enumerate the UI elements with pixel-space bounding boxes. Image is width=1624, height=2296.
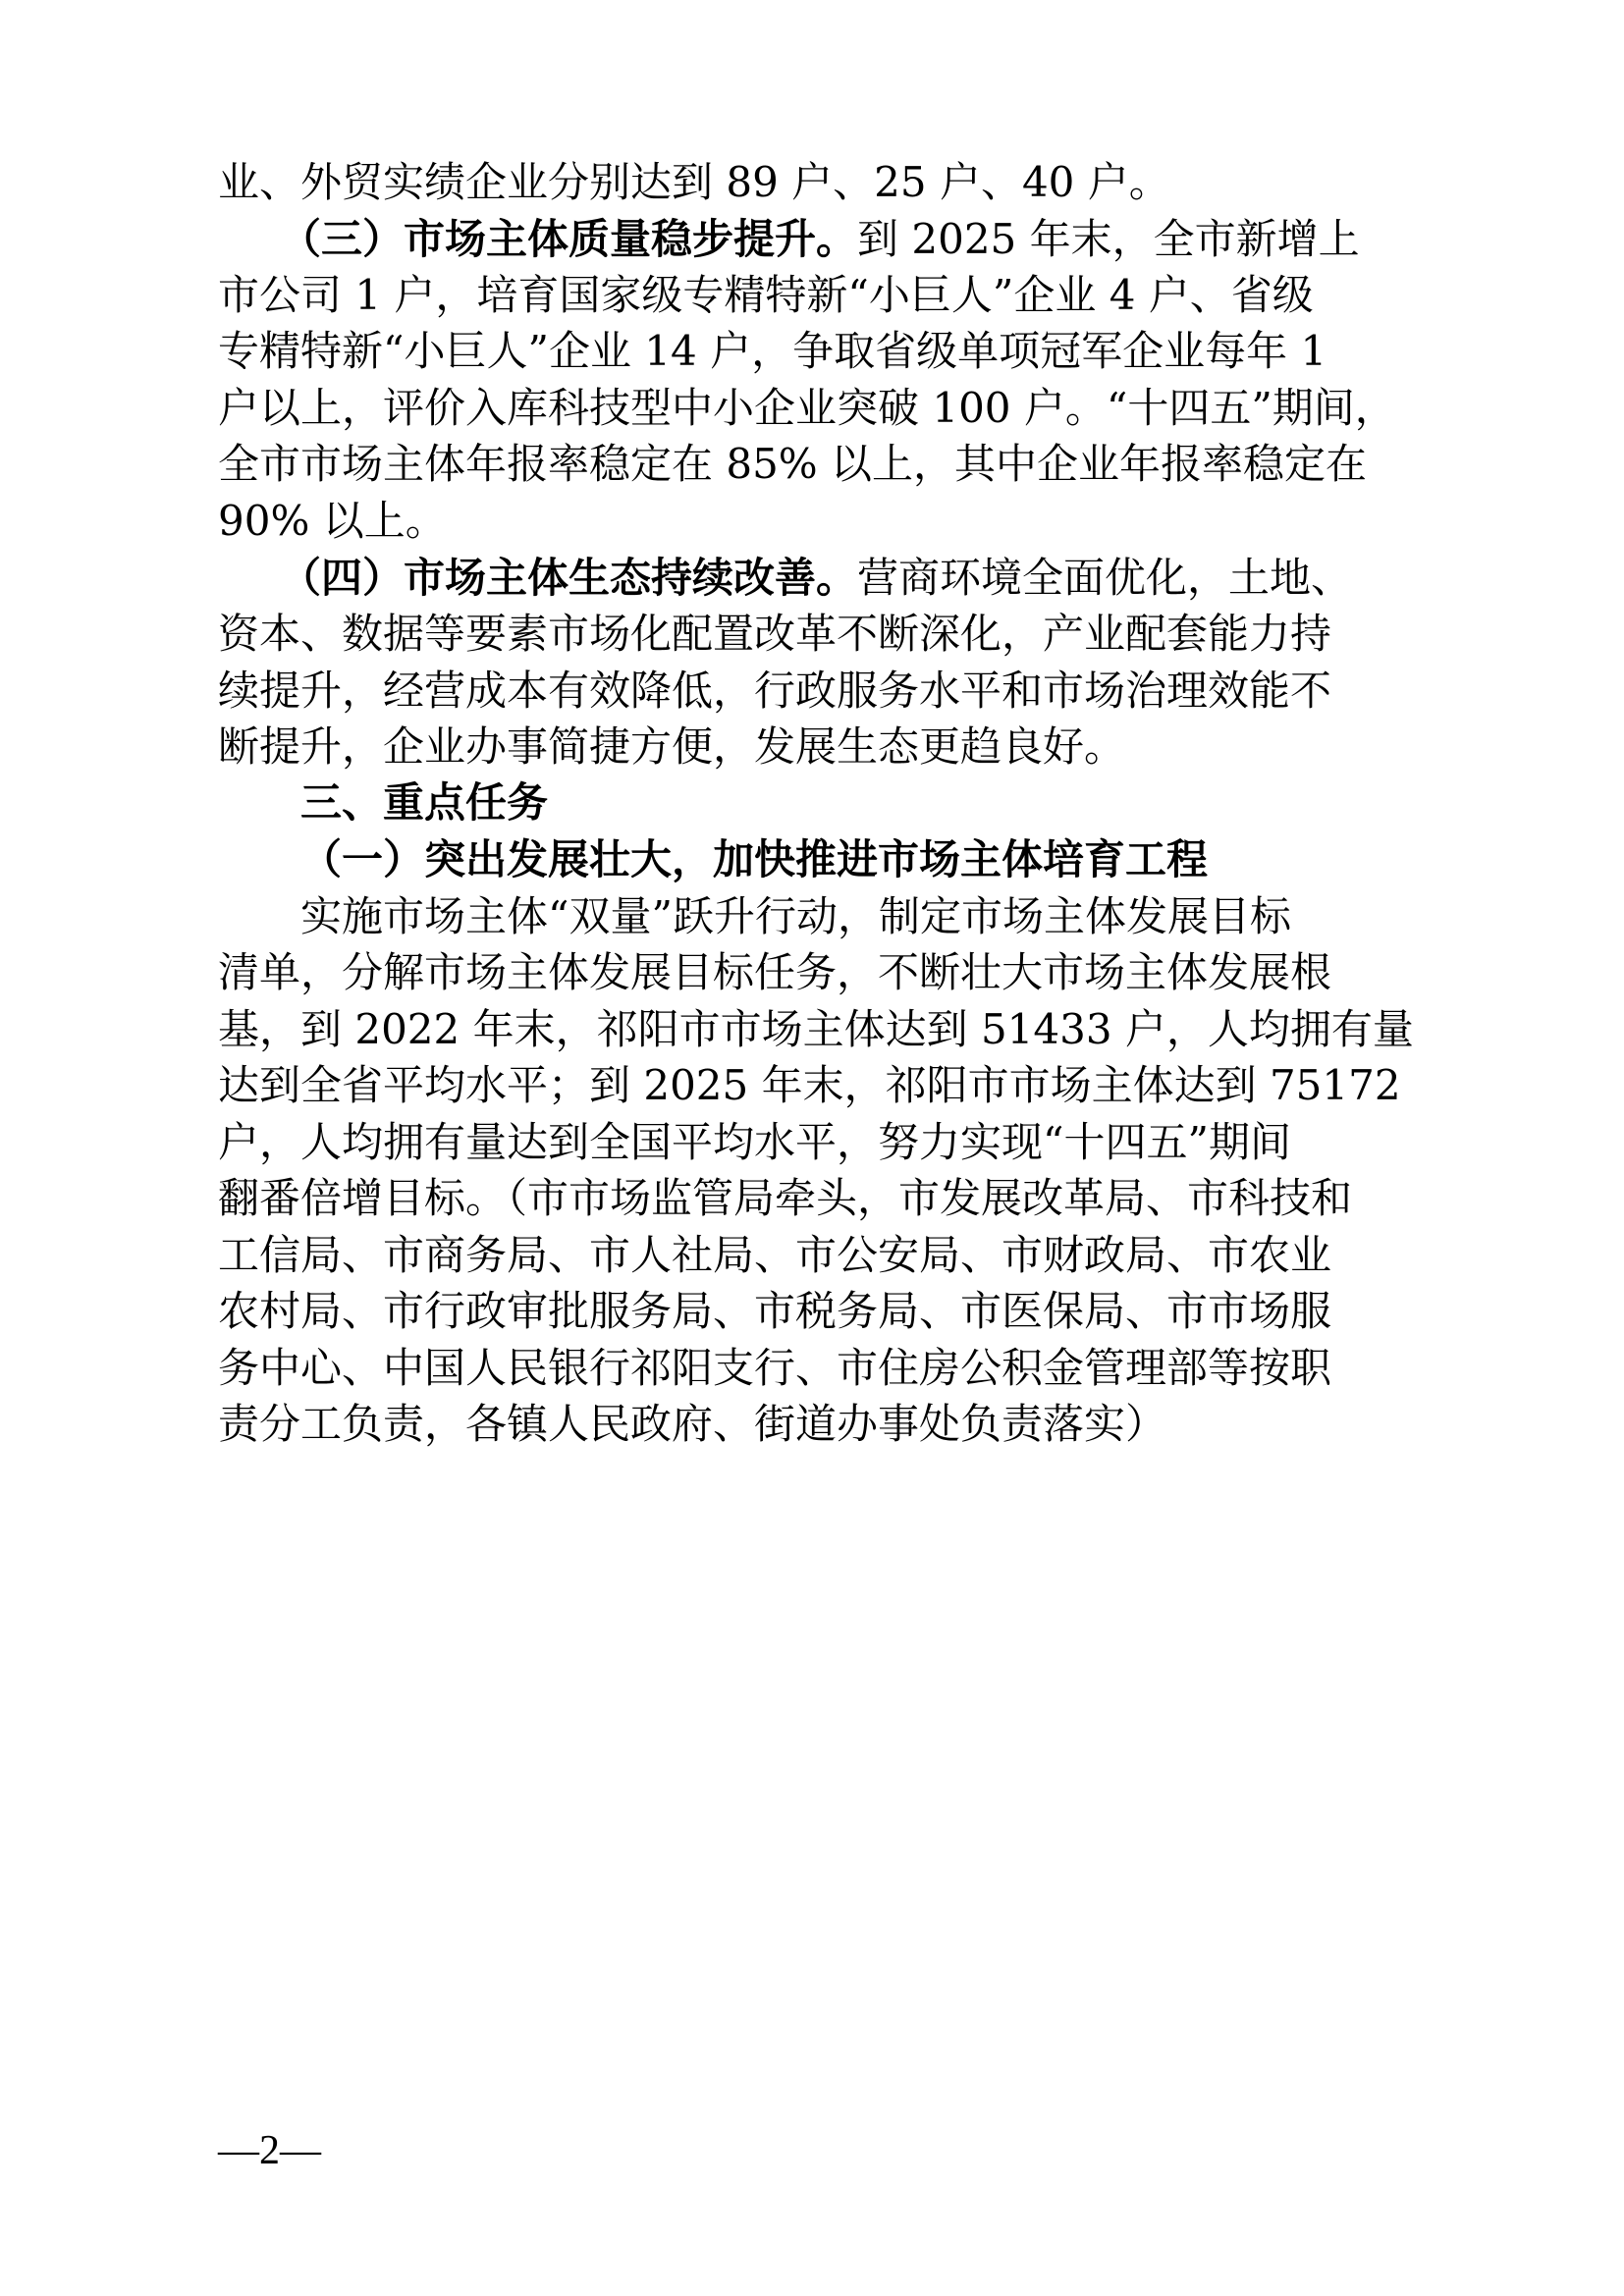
text-line-4: 专精特新“小巨人”企业 14 户，争取省级单项冠军企业每年 1 [218, 327, 1327, 375]
text-line-11: 断提升，企业办事简捷方便，发展生态更趋良好。 [218, 722, 1126, 771]
text-line-18: 户，人均拥有量达到全国平均水平，努力实现“十四五”期间 [218, 1118, 1291, 1166]
text-line-19: 翻番倍增目标。（市市场监管局牵头，市发展改革局、市科技和 [218, 1174, 1353, 1222]
text-line-2 [218, 214, 1406, 265]
text-line-1: 业、外贸实绩企业分别达到 89 户、25 户、40 户。 [218, 158, 1170, 206]
text-line-20: 工信局、市商务局、市人社局、市公安局、市财政局、市农业 [218, 1231, 1332, 1279]
section-text-4: 营商环境全面优化，土地、 [857, 554, 1353, 602]
section-heading: 三、重点任务 [300, 778, 549, 827]
text-line-23: 责分工负责，各镇人民政府、街道办事处负责落实） [218, 1400, 1167, 1448]
text-line-8 [218, 553, 1406, 604]
text-line-6: 全市市场主体年报率稳定在 85% 以上，其中企业年报率稳定在 [218, 440, 1368, 488]
text-line-10: 续提升，经营成本有效降低，行政服务水平和市场治理效能不 [218, 667, 1332, 715]
subsection-heading: （一）突出发展壮大，加快推进市场主体培育工程 [300, 835, 1209, 883]
section-subheading-3: （三）市场主体质量稳步提升。 [300, 215, 858, 263]
text-line-7: 90% 以上。 [218, 497, 447, 545]
page-number: —2— [218, 2128, 321, 2173]
text-line-16: 基，到 2022 年末，祁阳市市场主体达到 51433 户，人均拥有量 [218, 1005, 1414, 1053]
text-line-21: 农村局、市行政审批服务局、市税务局、市医保局、市市场服 [218, 1287, 1332, 1335]
text-line-22: 务中心、中国人民银行祁阳支行、市住房公积金管理部等按职 [218, 1344, 1332, 1392]
section-text-3: 到 2025 年末，全市新增上 [857, 215, 1360, 263]
text-line-14: 实施市场主体“双量”跃升行动，制定市场主体发展目标 [218, 892, 1291, 940]
text-line-17: 达到全省平均水平；到 2025 年末，祁阳市市场主体达到 75172 [218, 1061, 1401, 1109]
text-line-15: 清单，分解市场主体发展目标任务，不断壮大市场主体发展根 [218, 948, 1332, 996]
section-subheading-4: （四）市场主体生态持续改善。 [300, 554, 858, 602]
text-line-5: 户以上，评价入库科技型中小企业突破 100 户。“十四五”期间， [218, 384, 1396, 432]
text-line-9: 资本、数据等要素市场化配置改革不断深化，产业配套能力持 [218, 610, 1332, 658]
text-line-3: 市公司 1 户，培育国家级专精特新“小巨人”企业 4 户、省级 [218, 271, 1314, 319]
